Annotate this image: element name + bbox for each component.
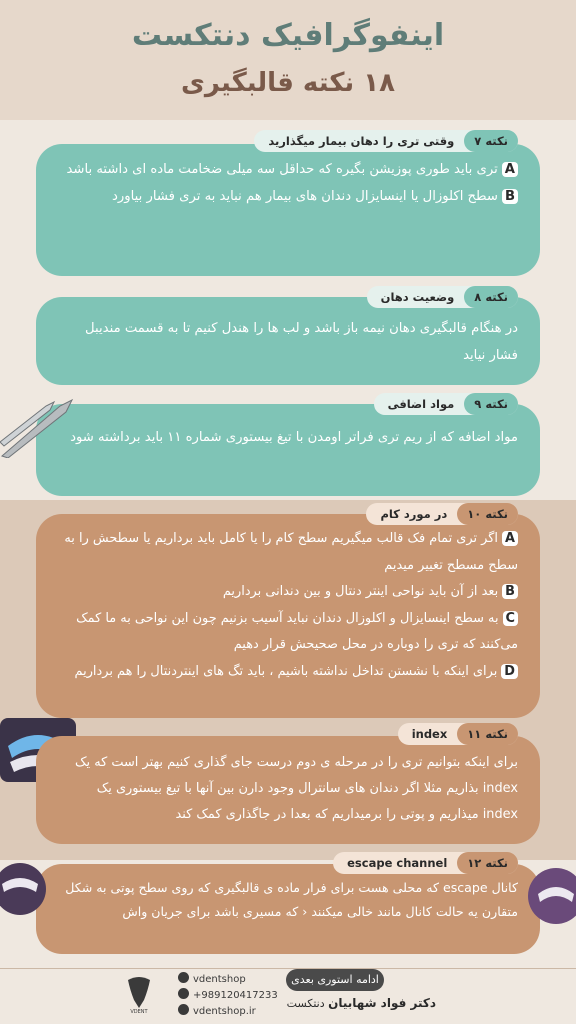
tip-label: در مورد کام <box>380 507 448 521</box>
website-link[interactable]: vdentshop.ir <box>178 1004 256 1017</box>
tip-card-8 <box>36 297 540 385</box>
tip-line: کانال escape که محلی هست برای فرار ماده ی قالبگیری که روی سطح پوتی به شکل متقارن یه حالت کانال مانند خالی میکنند ‹ که مسیری باشد برای جریان واش <box>65 880 518 919</box>
tip-line: Bسطح اکلوزال یا اینسایزال دندان های بیمار هم نباید به تری فشار بیاورد <box>58 183 518 210</box>
marker-a: A <box>502 162 518 177</box>
tip-tag-10 <box>366 503 518 525</box>
marker-c: C <box>503 611 518 626</box>
tip-card-11 <box>36 736 540 844</box>
signature: دکتر فواد شهابیان دنتکست <box>286 996 436 1010</box>
marker-a: A <box>502 531 518 546</box>
tip-line: برای اینکه بتوانیم تری را در مرحله ی دوم درست جای گذاری کنیم بهتر است که یک index بذاریم مثلا اگر دندان های سانترال وجود دارن بین آنها با تیغ بیستوری یک index میذاریم و پوتی را برمیداریم که بعدا در جاگذاری کمک کند <box>74 755 518 822</box>
tip-label: escape channel <box>347 856 448 870</box>
dental-photo-left <box>0 862 48 916</box>
tip-number: نکته ۸ <box>464 286 518 308</box>
tip-label: وقتی تری را دهان بیمار میگذارید <box>268 134 455 148</box>
tip-line: Aتری باید طوری پوزیشن بگیره که حداقل سه میلی ضخامت ماده ای داشته باشد <box>58 156 518 183</box>
instagram-link[interactable]: vdentshop <box>178 972 246 985</box>
tip-line: Aاگر تری تمام فک قالب میگیریم سطح کام را یا کامل باید برداریم یا سطحش را به سطح مسطح تغییر میدیم <box>64 531 518 573</box>
tip-tag-8 <box>367 286 518 308</box>
tip-card-9 <box>36 404 540 496</box>
tip-card-7 <box>36 144 540 276</box>
phone-link[interactable]: +989120417233 <box>178 988 278 1001</box>
instagram-icon <box>178 972 189 983</box>
scalpel-icon <box>0 398 76 458</box>
globe-icon <box>178 1004 189 1015</box>
tip-line: Cبه سطح اینسایزال و اکلوزال دندان نباید آسیب بزنیم چون این نواحی به ما کمک می‌کنند که تری را دوباره در محل صحیحش قرار دهیم <box>76 610 518 652</box>
tip-label: مواد اضافی <box>387 397 455 411</box>
marker-d: D <box>501 664 518 679</box>
next-story-button[interactable]: ادامه استوری بعدی <box>286 969 384 991</box>
page-subtitle: ۱۸ نکته قالبگیری <box>180 68 396 98</box>
whatsapp-icon <box>178 988 189 999</box>
tip-number: نکته ۱۰ <box>457 503 518 525</box>
tip-number: نکته ۷ <box>464 130 518 152</box>
svg-text:VDENT: VDENT <box>130 1009 148 1014</box>
tip-line: Dبرای اینکه با نشستن تداخل نداشته باشیم ، باید تگ های اینتردنتال را هم برداریم <box>58 659 518 686</box>
tip-line: Bبعد از آن باید نواحی اینتر دنتال و بین دندانی برداریم <box>58 579 518 606</box>
dental-photo-right <box>524 866 576 926</box>
tip-tag-11 <box>398 723 518 745</box>
tip-line: مواد اضافه که از ریم تری فراتر اومدن با تیغ بیستوری شماره ۱۱ باید برداشته شود <box>70 430 518 445</box>
tip-number: نکته ۱۱ <box>457 723 518 745</box>
tip-card-12 <box>36 864 540 954</box>
tip-label: index <box>411 727 448 741</box>
tip-tag-7 <box>254 130 518 152</box>
vdent-logo-icon <box>124 974 154 1014</box>
tip-tag-9 <box>374 393 518 415</box>
tip-label: وضعیت دهان <box>380 290 455 304</box>
marker-b: B <box>502 189 518 204</box>
footer-divider <box>0 968 576 969</box>
tip-number: نکته ۹ <box>464 393 518 415</box>
tip-card-10 <box>36 514 540 718</box>
marker-b: B <box>502 584 518 599</box>
tip-line: در هنگام قالبگیری دهان نیمه باز باشد و لب ها را هندل کنیم تا به قسمت مندیبل فشار نیاید <box>85 321 518 363</box>
tip-tag-12 <box>333 852 518 874</box>
page-title: اینفوگرافیک دنتکست <box>131 18 445 53</box>
tip-number: نکته ۱۲ <box>457 852 518 874</box>
